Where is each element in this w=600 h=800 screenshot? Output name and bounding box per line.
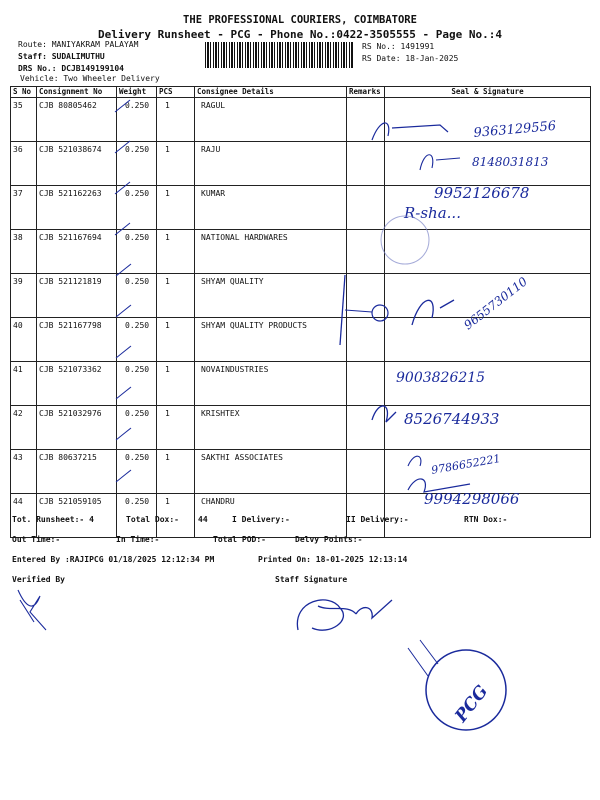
total-dox-count: 44 (198, 515, 208, 524)
consignment-cell: CJB 521167798 (37, 318, 117, 362)
phone-row40: 9655730110 (461, 274, 531, 333)
weight-cell: 0.250 (117, 186, 157, 230)
weight-cell: 0.250 (117, 274, 157, 318)
weight-cell: 0.250 (117, 494, 157, 538)
sno-cell: 37 (11, 186, 37, 230)
consignment-cell: CJB 521059105 (37, 494, 117, 538)
pcs-cell: 1 (157, 362, 195, 406)
barcode (205, 42, 353, 68)
pcs-cell: 1 (157, 450, 195, 494)
seal-signature-cell (385, 142, 591, 186)
seal-signature-cell (385, 186, 591, 230)
seal-signature-cell (385, 230, 591, 274)
remarks-cell (347, 318, 385, 362)
out-time: Out Time:- (12, 535, 61, 544)
staff-label: Staff: SUDALIMUTHU (18, 52, 105, 61)
phone-row41: 9003826215 (396, 370, 486, 386)
table-row (11, 362, 591, 406)
table-row (11, 142, 591, 186)
phone-row36: 8148031813 (472, 155, 549, 169)
staff-signature-label: Staff Signature (275, 575, 348, 584)
weight-cell: 0.250 (117, 362, 157, 406)
pcs-cell: 1 (157, 142, 195, 186)
consignment-cell: CJB 521167694 (37, 230, 117, 274)
sno-cell: 36 (11, 142, 37, 186)
consignment-cell: CJB 521073362 (37, 362, 117, 406)
weight-cell: 0.250 (117, 230, 157, 274)
consignment-cell: CJB 80805462 (37, 98, 117, 142)
weight-cell: 0.250 (117, 450, 157, 494)
staff-signature (297, 600, 392, 630)
consignment-cell: CJB 521162263 (37, 186, 117, 230)
pcs-cell: 1 (157, 186, 195, 230)
col-header-consignment: Consignment No (37, 87, 117, 98)
remarks-cell (347, 406, 385, 450)
total-dox-label: Total Dox:- (126, 515, 179, 524)
consignee-cell: KUMAR (195, 186, 347, 230)
pcg-stamp (408, 640, 506, 730)
table-row (11, 98, 591, 142)
phone-row37: 9952126678 (434, 184, 530, 202)
seal-signature-cell (385, 450, 591, 494)
verified-signature (18, 590, 46, 630)
delvy-points: Delvy Points:- (295, 535, 363, 544)
phone-row42: 8526744933 (404, 410, 500, 428)
consignee-cell: RAJU (195, 142, 347, 186)
pcg-stamp-text: PCG (451, 681, 493, 727)
weight-cell: 0.250 (117, 406, 157, 450)
rtn-dox: RTN Dox:- (464, 515, 508, 524)
table-header-row (11, 87, 591, 98)
consignment-cell: CJB 521121819 (37, 274, 117, 318)
weight-cell: 0.250 (117, 98, 157, 142)
sno-cell: 35 (11, 98, 37, 142)
name-row37: R-sha... (404, 204, 461, 222)
ii-delivery: II Delivery:- (346, 515, 409, 524)
col-header-pcs: PCS (157, 87, 195, 98)
seal-signature-cell (385, 274, 591, 318)
entered-by: Entered By :RAJIPCG 01/18/2025 12:12:34 PM (12, 555, 215, 564)
seal-signature-cell (385, 318, 591, 362)
pcs-cell: 1 (157, 98, 195, 142)
company-title: THE PROFESSIONAL COURIERS, COIMBATORE (183, 14, 417, 26)
consignee-cell: SHYAM QUALITY (195, 274, 347, 318)
col-header-consignee: Consignee Details (195, 87, 347, 98)
seal-signature-cell (385, 362, 591, 406)
sno-cell: 43 (11, 450, 37, 494)
consignee-cell: SHYAM QUALITY PRODUCTS (195, 318, 347, 362)
drs-number: DRS No.: DCJB149199104 (18, 64, 124, 73)
table-row (11, 274, 591, 318)
pcs-cell: 1 (157, 406, 195, 450)
remarks-cell (347, 98, 385, 142)
col-header-weight: Weight (117, 87, 157, 98)
sno-cell: 39 (11, 274, 37, 318)
table-row (11, 230, 591, 274)
route-label: Route: MANIYAKRAM PALAYAM (18, 40, 139, 49)
in-time: In Time:- (116, 535, 160, 544)
seal-signature-cell (385, 98, 591, 142)
sno-cell: 41 (11, 362, 37, 406)
table-row (11, 186, 591, 230)
consignee-cell: CHANDRU (195, 494, 347, 538)
consignee-cell: KRISHTEX (195, 406, 347, 450)
col-header-sno: S No (11, 87, 37, 98)
remarks-cell (347, 230, 385, 274)
sno-cell: 40 (11, 318, 37, 362)
remarks-cell (347, 274, 385, 318)
remarks-cell (347, 186, 385, 230)
table-row (11, 450, 591, 494)
total-runsheet: Tot. Runsheet:- 4 (12, 515, 94, 524)
consignee-cell: RAGUL (195, 98, 347, 142)
remarks-cell (347, 142, 385, 186)
table-row (11, 406, 591, 450)
consignee-cell: NOVAINDUSTRIES (195, 362, 347, 406)
consignment-cell: CJB 80637215 (37, 450, 117, 494)
seal-signature-cell (385, 406, 591, 450)
consignee-cell: SAKTHI ASSOCIATES (195, 450, 347, 494)
col-header-remarks: Remarks (347, 87, 385, 98)
printed-on: Printed On: 18-01-2025 12:13:14 (258, 555, 408, 564)
pcs-cell: 1 (157, 230, 195, 274)
rs-number: RS No.: 1491991 (362, 42, 435, 51)
verified-by-label: Verified By (12, 575, 65, 584)
sno-cell: 44 (11, 494, 37, 538)
i-delivery: I Delivery:- (232, 515, 290, 524)
consignment-cell: CJB 521032976 (37, 406, 117, 450)
pcs-cell: 1 (157, 274, 195, 318)
runsheet-table (10, 86, 591, 538)
sno-cell: 38 (11, 230, 37, 274)
pcs-cell: 1 (157, 494, 195, 538)
rs-date: RS Date: 18-Jan-2025 (362, 54, 459, 63)
table-row (11, 318, 591, 362)
runsheet-subtitle: Delivery Runsheet - PCG - Phone No.:0422-3505555 - Page No.:4 (98, 28, 502, 41)
remarks-cell (347, 450, 385, 494)
col-header-seal: Seal & Signature (385, 87, 591, 98)
phone-row44: 9994298066 (424, 490, 520, 508)
remarks-cell (347, 362, 385, 406)
phone-row43: 9786652221 (430, 451, 502, 477)
pcs-cell: 1 (157, 318, 195, 362)
phone-row35: 9363129556 (473, 118, 557, 141)
consignment-cell: CJB 521038674 (37, 142, 117, 186)
vehicle-label: Vehicle: Two Wheeler Delivery (20, 74, 160, 83)
weight-cell: 0.250 (117, 142, 157, 186)
consignee-cell: NATIONAL HARDWARES (195, 230, 347, 274)
sno-cell: 42 (11, 406, 37, 450)
total-pod: Total POD:- (213, 535, 266, 544)
weight-cell: 0.250 (117, 318, 157, 362)
